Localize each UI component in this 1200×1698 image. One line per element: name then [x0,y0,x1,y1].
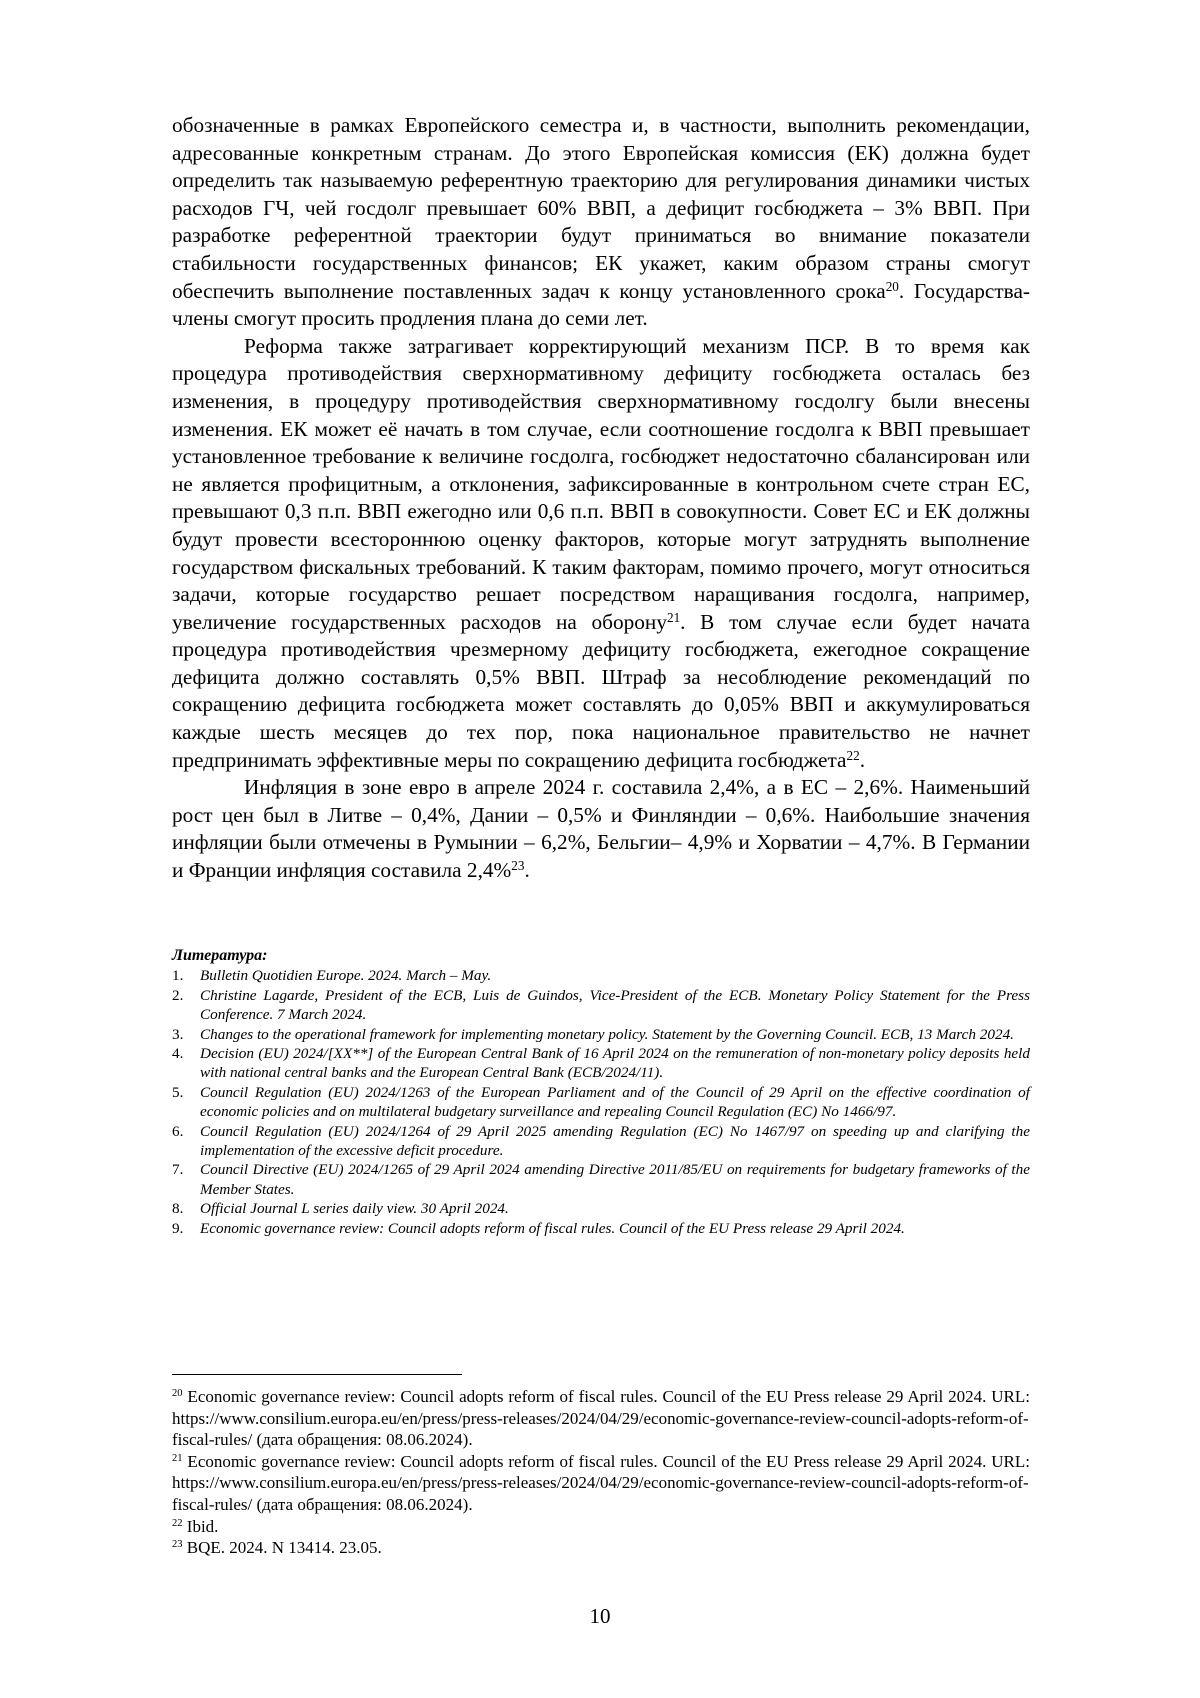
paragraph-text: . [859,747,866,772]
page-number: 10 [589,1604,611,1628]
reference-item [172,1219,1030,1238]
reference-text: Decision (EU) 2024/[XX**] of the European Central Bank of 16 April 2024 on the remuneration of non-monetary policy deposits held with national central banks and the European Central Bank (ECB/2024/11). [200,1045,1030,1082]
paragraph-text: . [524,858,530,883]
reference-item [172,986,1030,1025]
footnotes [172,1386,1030,1559]
reference-item [172,966,1030,985]
reference-item [172,1122,1030,1161]
footnote-ref[interactable]: 23 [511,857,525,873]
footnote-ref[interactable]: 20 [885,278,899,294]
reference-number: 3. [172,1025,184,1043]
reference-text: Changes to the operational framework for implementing monetary policy. Statement by the Governing Council. ECB, 13 March 2024. [200,1025,1014,1043]
footnote-number: 21 [172,1452,183,1464]
reference-number: 4. [172,1045,184,1063]
footnote-text: Economic governance review: Council adopts reform of fiscal rules. Council of the EU Press release 29 April 2024. URL: https://www.consilium.europa.eu/en/press/press-releases/2024/04/29/economic-governance-review-council-adopts-reform-of-fiscal-rules/ (дата обращения: 08.06.2024). [172,1451,1030,1514]
reference-item [172,1044,1030,1083]
reference-item [172,1025,1030,1044]
footnote [172,1516,1030,1538]
reference-text: Council Regulation (EU) 2024/1264 of 29 April 2025 amending Regulation (EC) No 1467/97 on speeding up and clarifying the implementation of the excessive deficit procedure. [200,1122,1030,1160]
footnote-text: Ibid. [182,1516,219,1536]
reference-text: Council Regulation (EU) 2024/1263 of the European Parliament and of the Council of 29 April on the effective coordination of economic policies and on multilateral budgetary surveillance and repealing Council Regulation (EC) No 1466/97. [200,1083,1030,1121]
reference-number: 9. [172,1219,184,1237]
reference-number: 7. [172,1161,184,1179]
footnote-text: Economic governance review: Council adopts reform of fiscal rules. Council of the EU Press release 29 April 2024. URL: https://www.consilium.europa.eu/en/press/press-releases/2024/04/29/economic-governance-review-council-adopts-reform-of-fiscal-rules/ (дата обращения: 08.06.2024). [172,1387,1030,1450]
reference-number: 2. [172,986,184,1004]
footnote [172,1386,1030,1451]
reference-text: Official Journal L series daily view. 30 April 2024. [200,1200,509,1218]
footnote-number: 20 [172,1388,183,1400]
footnote-number: 23 [172,1539,183,1551]
reference-number: 6. [172,1122,184,1140]
paragraph [172,774,1030,884]
paragraph [172,112,1030,333]
reference-text: Council Directive (EU) 2024/1265 of 29 April 2024 amending Directive 2011/85/EU on requirements for budgetary frameworks of the Member States. [200,1161,1030,1198]
footnote [172,1537,1030,1559]
footnote [172,1451,1030,1516]
reference-number: 5. [172,1083,184,1101]
reference-text: Economic governance review: Council adopts reform of fiscal rules. Council of the EU Press release 29 April 2024. [200,1219,905,1237]
references [172,946,1030,1238]
footnote-ref[interactable]: 22 [846,747,860,763]
paragraph-text: Инфляция в зоне евро в апреле 2024 г. составила 2,4%, а в ЕС – 2,6%. Наименьший рост цен был в Литве – 0,4%, Дании – 0,5% и Финляндии – 0,6%. Наибольшие значения инфляции были отмечены в Румынии – 6,2%, Бельгии– 4,9% и Хорватии – 4,7%. В Германии и Франции инфляция составила 2,4% [172,775,1030,883]
references-title: Литература: [172,947,268,964]
body-text [172,112,1030,885]
reference-list [172,966,1030,1238]
footnote-text: BQE. 2024. N 13414. 23.05. [182,1538,382,1558]
paragraph-text: . Государства-члены смогут просить продления плана до семи лет. [172,278,1031,331]
paragraph-text: обозначенные в рамках Европейского семестра и, в частности, выполнить рекомендации, адресованные конкретным странам. До этого Европейская комиссия (ЕК) должна будет определить так называемую референтную траекторию для регулирования динамики чистых расходов ГЧ, чей госдолг превышает 60% ВВП, а дефицит госбюджета – 3% ВВП. При разработке референтной траектории будут приниматься во внимание показатели стабильности государственных финансов; ЕК укажет, каким образом страны смогут обеспечить выполнение поставленных задач к концу установленного срока [172,113,1030,303]
reference-number: 8. [172,1200,184,1218]
footnote-number: 22 [172,1517,183,1529]
reference-item [172,1160,1030,1199]
paragraph-text: Реформа также затрагивает корректирующий механизм ПСР. В то время как процедура противодействия сверхнормативному дефициту госбюджета осталась без изменения, в процедуру противодействия сверхнормативному госдолгу были внесены изменения. ЕК может её начать в том случае, если соотношение госдолга к ВВП превышает установленное требование к величине госдолга, госбюджет недостаточно сбалансирован или не является профицитным, а отклонения, зафиксированные в контрольном счете стран ЕС, превышают 0,3 п.п. ВВП ежегодно или 0,6 п.п. ВВП в совокупности. Совет ЕС и ЕК должны будут провести всестороннюю оценку факторов, которые могут затруднять выполнение государством фискальных требований. К таким факторам, помимо прочего, могут относиться задачи, которые государство решает посредством наращивания госдолга, например, увеличение государственных расходов на оборону [172,333,1030,634]
footnote-divider [172,1374,462,1375]
reference-text: Christine Lagarde, President of the ECB, Luis de Guindos, Vice-President of the ECB. Monetary Policy Statement for the Press Conference. 7 March 2024. [200,986,1030,1024]
reference-item [172,1083,1030,1122]
paragraph [172,333,1030,775]
reference-text: Bulletin Quotidien Europe. 2024. March – May. [200,967,492,985]
footnote-ref[interactable]: 21 [666,609,681,625]
reference-item [172,1199,1030,1218]
paragraph-text: . В том случае если будет начата процедура противодействия чрезмерному дефициту госбюджета, ежегодное сокращение дефицита должно составлять 0,5% ВВП. Штраф за несоблюдение рекомендаций по сокращению дефицита госбюджета может составлять до 0,05% ВВП и аккумулироваться каждые шесть месяцев до тех пор, пока национальное правительство не начнет предпринимать эффективные меры по сокращению дефицита госбюджета [172,609,1030,772]
reference-number: 1. [172,967,184,985]
